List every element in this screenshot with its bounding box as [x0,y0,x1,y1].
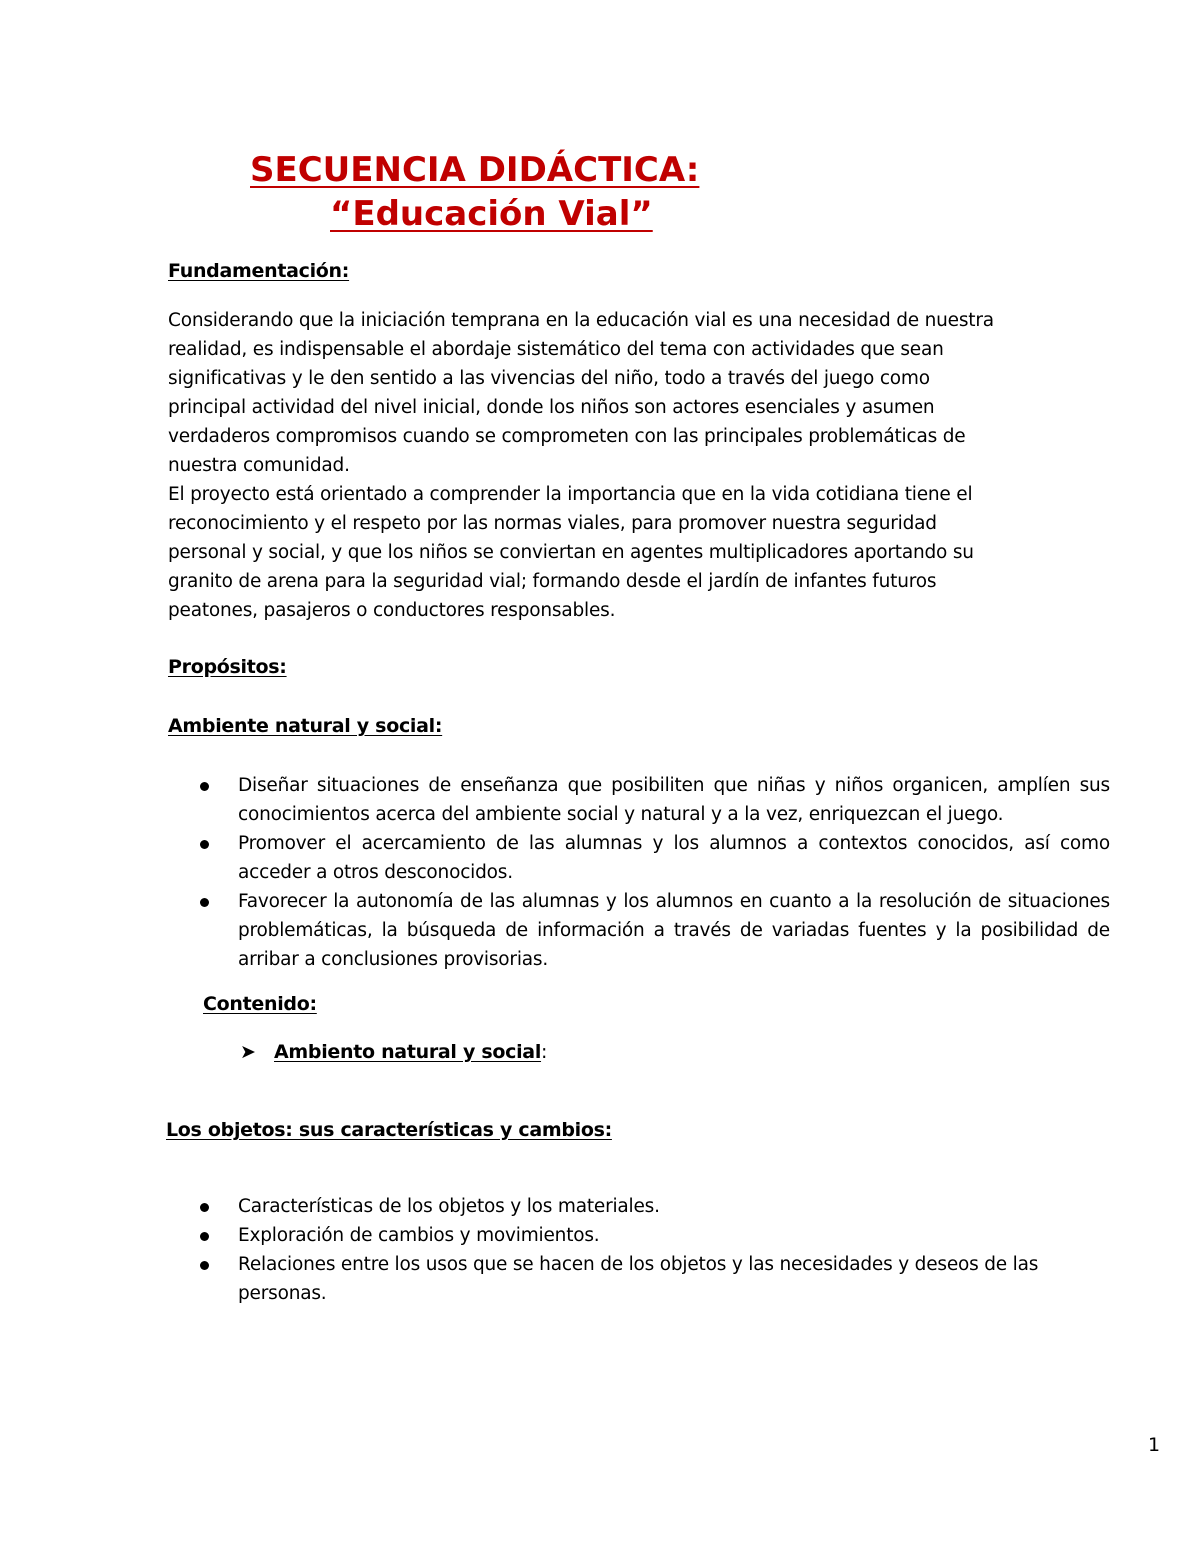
propositos-heading: Propósitos: [168,656,287,678]
list-item [200,1221,1110,1250]
paragraph-line: Considerando que la iniciación temprana en la educación vial es una necesidad de nuestra [168,310,994,331]
list-item [200,887,1110,974]
paragraph-line: verdaderos compromisos cuando se comprometen con las principales problemáticas de [168,426,966,447]
objetos-list [200,1192,1110,1308]
contenido-heading: Contenido: [203,993,317,1015]
document-subtitle: “Educación Vial” [330,194,653,234]
paragraph-line: granito de arena para la seguridad vial; formando desde el jardín de infantes futuros [168,571,937,592]
list-item [200,1192,1110,1221]
bullet-icon [200,782,209,791]
paragraph-line: realidad, es indispensable el abordaje sistemático del tema con actividades que sean [168,339,944,360]
paragraph-line: significativas y le den sentido a las vivencias del niño, todo a través del juego como [168,368,930,389]
ambiente-subheading: Ambiente natural y social: [168,715,443,737]
propositos-list [200,771,1110,974]
arrow-item-label: Ambiento natural y social [274,1041,542,1063]
list-item-text: Diseñar situaciones de enseñanza que posibiliten que niñas y niños organicen, amplíen sus conocimientos acerca del ambiente social y natural y a la vez, enriquezcan el juego. [238,775,1110,825]
paragraph-line: principal actividad del nivel inicial, donde los niños son actores esenciales y asumen [168,397,935,418]
page-number: 1 [1148,1434,1161,1456]
list-item-text: Promover el acercamiento de las alumnas y los alumnos a contextos conocidos, así como acceder a otros desconocidos. [238,833,1110,883]
paragraph-line: reconocimiento y el respeto por las normas viales, para promover nuestra seguridad [168,513,937,534]
bullet-icon [200,1232,209,1241]
list-item [200,771,1110,829]
list-item-text: Exploración de cambios y movimientos. [238,1225,600,1246]
list-item-text: Características de los objetos y los materiales. [238,1196,660,1217]
bullet-icon [200,1203,209,1212]
paragraph-line: personal y social, y que los niños se conviertan en agentes multiplicadores aportando su [168,542,974,563]
bullet-icon [200,1261,209,1270]
contenido-arrow-item [240,1038,547,1066]
paragraph-line: El proyecto está orientado a comprender la importancia que en la vida cotidiana tiene el [168,484,973,505]
arrow-item-suffix: : [541,1041,548,1063]
arrow-bullet-icon: ➤ [240,1041,256,1063]
list-item [200,1250,1078,1308]
paragraph-line: nuestra comunidad. [168,455,350,476]
fundamentacion-paragraph [168,306,1048,625]
paragraph-line: peatones, pasajeros o conductores responsables. [168,600,616,621]
list-item-text: Relaciones entre los usos que se hacen de los objetos y las necesidades y deseos de las personas. [238,1254,1039,1304]
objetos-heading: Los objetos: sus características y cambios: [166,1119,612,1141]
bullet-icon [200,898,209,907]
document-title: SECUENCIA DIDÁCTICA: [250,150,700,190]
bullet-icon [200,840,209,849]
list-item [200,829,1110,887]
fundamentacion-heading: Fundamentación: [168,260,350,282]
list-item-text: Favorecer la autonomía de las alumnas y los alumnos en cuanto a la resolución de situaciones problemáticas, la búsqueda de información a través de variadas fuentes y la posibilidad de arribar a conclusiones provisorias. [238,891,1110,970]
